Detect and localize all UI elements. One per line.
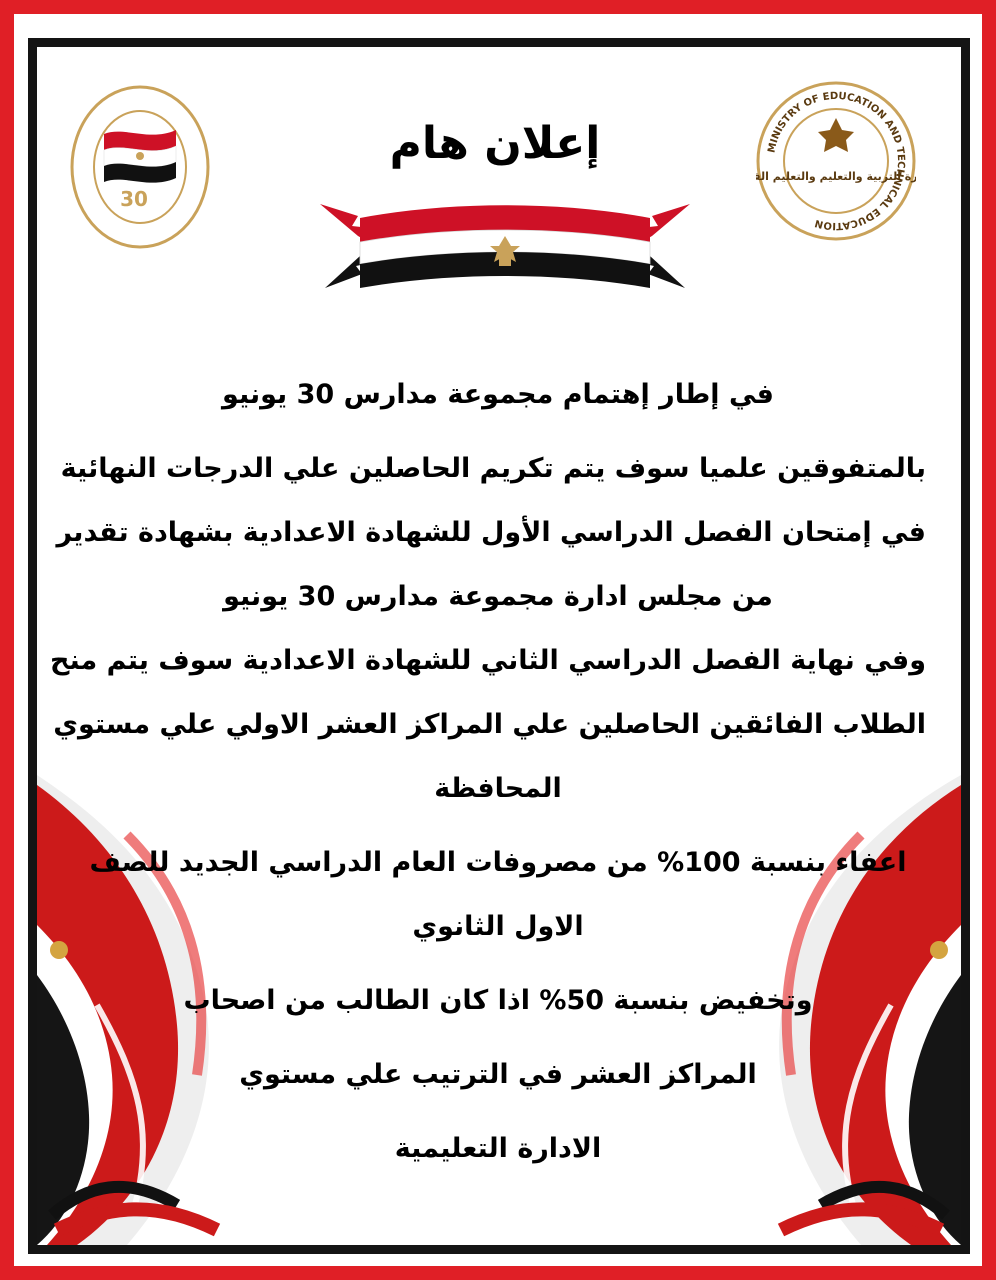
ministry-of-education-seal-logo	[756, 80, 916, 242]
body-line-9: الاول الثانوي	[412, 911, 584, 942]
schools-group-seal-logo	[68, 82, 212, 252]
seal-arabic-text: رة التربية والتعليم والتعليم ال	[760, 170, 916, 183]
seal-number-30: 30	[120, 187, 148, 211]
announcement-body	[50, 370, 926, 1174]
seal-ring-text: MINISTRY OF EDUCATION AND TECHNICAL EDUCATION	[766, 90, 907, 232]
page-title: إعلان هام	[389, 118, 601, 169]
body-line-3: في إمتحان الفصل الدراسي الأول للشهادة الاعدادية بشهادة تقدير	[56, 517, 926, 548]
body-line-4: من مجلس ادارة مجموعة مدارس 30 يونيو	[223, 581, 773, 612]
body-line-12: الادارة التعليمية	[394, 1133, 602, 1164]
body-line-2: بالمتفوقين علميا سوف يتم تكريم الحاصلين علي الدرجات النهائية	[60, 453, 926, 484]
body-line-10: وتخفيض بنسبة 50% اذا كان الطالب من اصحاب	[183, 985, 813, 1016]
body-line-7: المحافظة	[434, 773, 562, 804]
egypt-flag-ribbon-icon	[310, 196, 700, 306]
body-line-1: في إطار إهتمام مجموعة مدارس 30 يونيو	[222, 379, 774, 410]
body-line-6: الطلاب الفائقين الحاصلين علي المراكز العشر الاولي علي مستوي	[53, 709, 926, 740]
body-line-5: وفي نهاية الفصل الدراسي الثاني للشهادة الاعدادية سوف يتم منح	[50, 645, 926, 676]
body-line-8: اعفاء بنسبة 100% من مصروفات العام الدراسي الجديد للصف	[89, 847, 907, 878]
body-line-11: المراكز العشر في الترتيب علي مستوي	[239, 1059, 757, 1090]
